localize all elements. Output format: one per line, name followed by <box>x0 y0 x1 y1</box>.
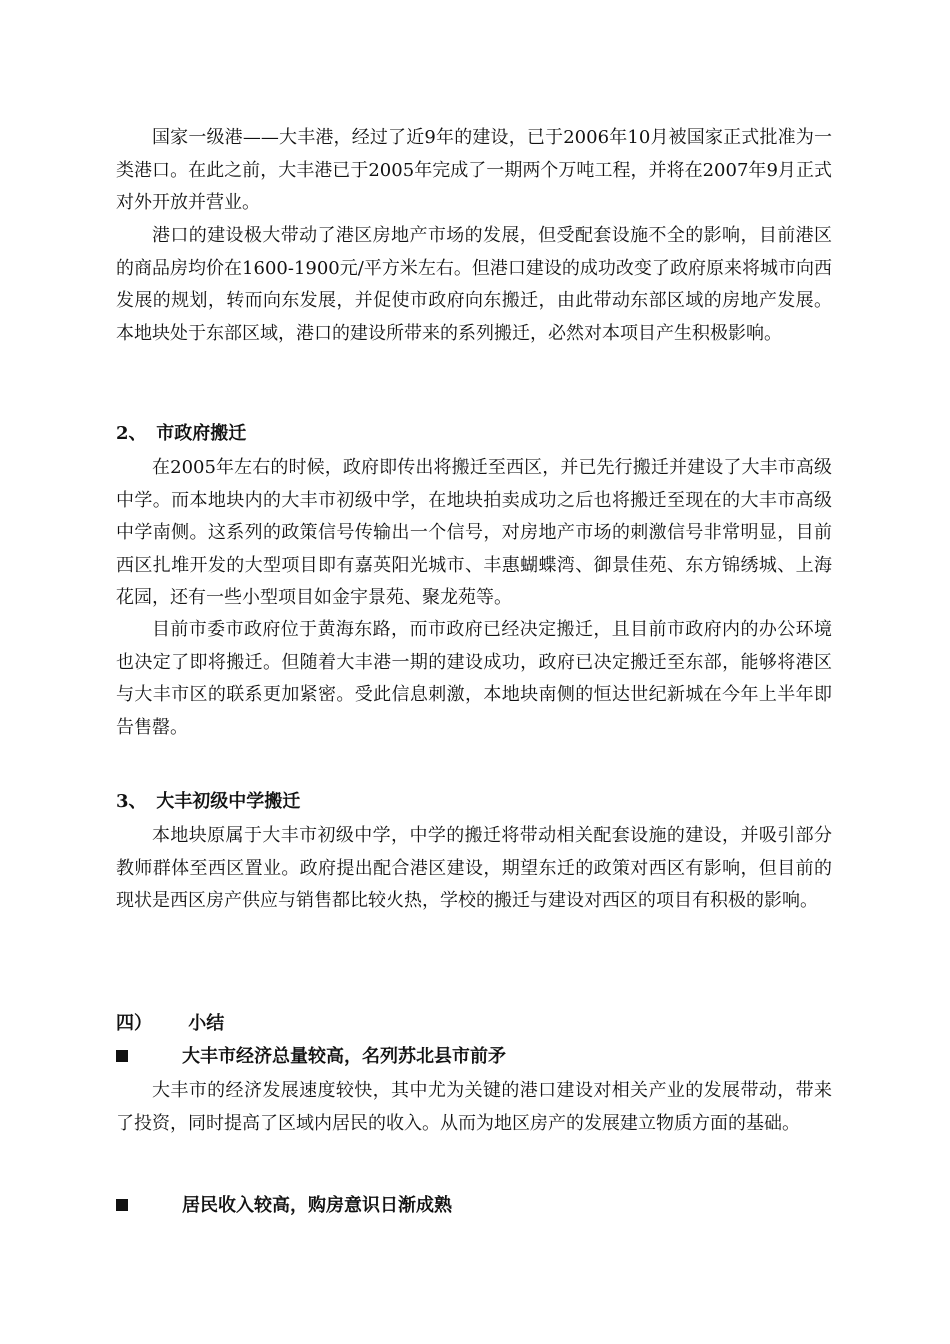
square-bullet-icon <box>116 1050 128 1062</box>
bullet-text: 居民收入较高，购房意识日渐成熟 <box>182 1195 452 1216</box>
section-title: 市政府搬迁 <box>156 423 247 444</box>
square-bullet-icon <box>116 1199 128 1211</box>
paragraph-school-impact: 本地块原属于大丰市初级中学，中学的搬迁将带动相关配套设施的建设，并吸引部分教师群体至西区置业。政府提出配合港区建设，期望东迁的政策对西区有影响，但目前的现状是西区房产供应与销售都比较火热，学校的搬迁与建设对西区的项目有积极的影响。 <box>116 825 832 911</box>
summary-number: 四） <box>116 1013 152 1034</box>
section-heading-school-relocation <box>116 786 832 818</box>
paragraph-west-district: 在2005年左右的时候，政府即传出将搬迁至西区，并已先行搬迁并建设了大丰市高级中学。而本地块内的大丰市初级中学，在地块拍卖成功之后也将搬迁至现在的大丰市高级中学南侧。这系列的政策信号传输出一个信号，对房地产市场的刺激信号非常明显，目前西区扎堆开发的大型项目即有嘉英阳光城市、丰惠蝴蝶湾、御景佳苑、东方锦绣城、上海花园，还有一些小型项目如金宇景苑、聚龙苑等。 <box>116 457 832 608</box>
bullet-heading-economy <box>116 1041 506 1073</box>
section-number: 3、 <box>116 791 147 812</box>
paragraph-port-status: 国家一级港——大丰港，经过了近9年的建设，已于2006年10月被国家正式批准为一类港口。在此之前，大丰港已于2005年完成了一期两个万吨工程，并将在2007年9月正式对外开放并营业。 <box>116 127 832 213</box>
section-heading-government-relocation <box>116 418 832 450</box>
bullet-text: 大丰市经济总量较高，名列苏北县市前矛 <box>182 1046 506 1067</box>
paragraph-government-office: 目前市委市政府位于黄海东路，而市政府已经决定搬迁，且目前市政府内的办公环境也决定了即将搬迁。但随着大丰港一期的建设成功，政府已决定搬迁至东部，能够将港区与大丰市区的联系更加紧密。受此信息刺激，本地块南侧的恒达世纪新城在今年上半年即告售罄。 <box>116 619 832 738</box>
section-title: 大丰初级中学搬迁 <box>156 791 301 812</box>
summary-heading <box>116 1008 224 1040</box>
bullet-heading-income <box>116 1190 452 1222</box>
section-number: 2、 <box>116 423 147 444</box>
paragraph-port-impact: 港口的建设极大带动了港区房地产市场的发展，但受配套设施不全的影响，目前港区的商品房均价在1600-1900元/平方米左右。但港口建设的成功改变了政府原来将城市向西发展的规划，转而向东发展，并促使市政府向东搬迁，由此带动东部区域的房地产发展。本地块处于东部区域，港口的建设所带来的系列搬迁，必然对本项目产生积极影响。 <box>116 225 832 344</box>
paragraph-economy: 大丰市的经济发展速度较快，其中尤为关键的港口建设对相关产业的发展带动，带来了投资，同时提高了区域内居民的收入。从而为地区房产的发展建立物质方面的基础。 <box>116 1080 832 1134</box>
summary-title: 小结 <box>188 1013 225 1034</box>
